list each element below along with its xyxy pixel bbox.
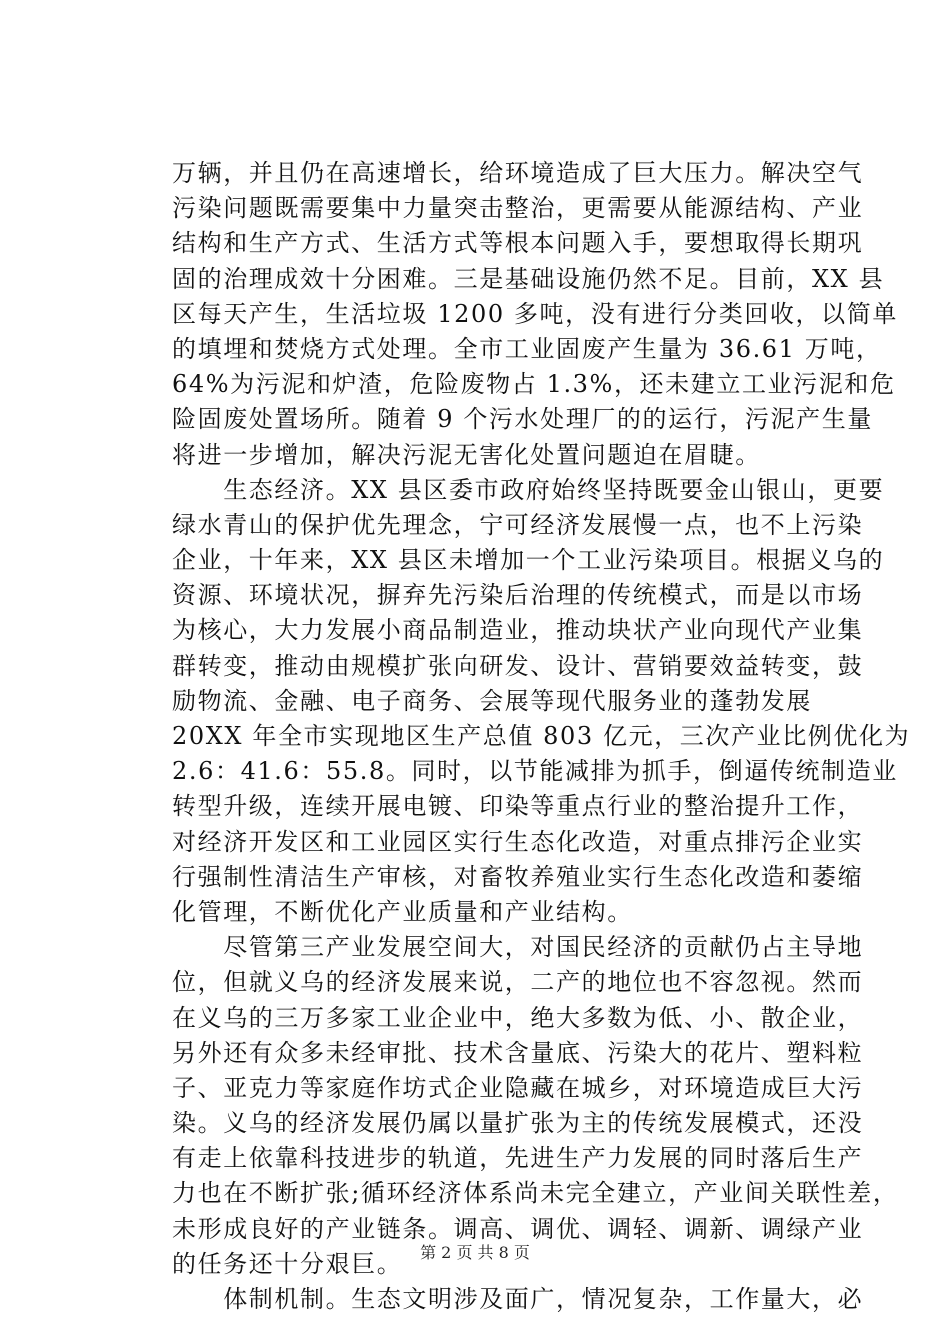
text-line: 化管理，不断优化产业质量和产业结构。 [172, 897, 633, 926]
text-line: 为核心，大力发展小商品制造业，推动块状产业向现代产业集 [172, 616, 864, 645]
text-line: 未形成良好的产业链条。调高、调优、调轻、调新、调绿产业 [172, 1214, 864, 1243]
text-line: 染。义乌的经济发展仍属以量扩张为主的传统发展模式，还没 [172, 1109, 864, 1138]
text-line: 20XX 年全市实现地区生产总值 803 亿元，三次产业比例优化为 [172, 722, 911, 750]
text-line: 64%为污泥和炉渣，危险废物占 1.3%，还未建立工业污泥和危 [172, 370, 896, 399]
text-line: 险固废处置场所。随着 9 个污水处理厂的的运行，污泥产生量 [172, 405, 873, 434]
text-line: 在义乌的三万多家工业企业中，绝大多数为低、小、散企业， [172, 1003, 864, 1032]
text-line: 污染问题既需要集中力量突击整治，更需要从能源结构、产业 [172, 194, 864, 223]
body-text [172, 156, 911, 1317]
text-line: 尽管第三产业发展空间大，对国民经济的贡献仍占主导地 [172, 933, 864, 962]
text-line: 的填埋和焚烧方式处理。全市工业固废产生量为 36.61 万吨， [172, 334, 882, 363]
text-line: 资源、环境状况，摒弃先污染后治理的传统模式，而是以市场 [172, 581, 864, 610]
text-line: 企业，十年来，XX 县区未增加一个工业污染项目。根据义乌的 [172, 546, 885, 575]
text-line: 子、亚克力等家庭作坊式企业隐藏在城乡，对环境造成巨大污 [172, 1073, 864, 1102]
text-line: 绿水青山的保护优先理念，宁可经济发展慢一点，也不上污染 [172, 510, 864, 539]
text-line: 对经济开发区和工业园区实行生态化改造，对重点排污企业实 [172, 827, 864, 856]
text-line: 励物流、金融、电子商务、会展等现代服务业的蓬勃发展 [172, 686, 812, 715]
text-line: 将进一步增加，解决污泥无害化处置问题迫在眉睫。 [172, 440, 761, 469]
text-line: 固的治理成效十分困难。三是基础设施仍然不足。目前，XX 县 [172, 264, 885, 293]
text-line: 有走上依靠科技进步的轨道，先进生产力发展的同时落后生产 [172, 1144, 864, 1173]
text-line: 生态经济。XX 县区委市政府始终坚持既要金山银山，更要 [172, 475, 885, 504]
text-line: 行强制性清洁生产审核，对畜牧养殖业实行生态化改造和萎缩 [172, 862, 864, 891]
text-line: 另外还有众多未经审批、技术含量底、污染大的花片、塑料粒 [172, 1038, 864, 1067]
text-line: 的任务还十分艰巨。 [172, 1249, 403, 1278]
text-line: 万辆，并且仍在高速增长，给环境造成了巨大压力。解决空气 [172, 159, 864, 187]
page-footer: 第 2 页 共 8 页 [420, 1243, 530, 1262]
text-line: 力也在不断扩张;循环经济体系尚未完全建立，产业间关联性差， [172, 1179, 899, 1208]
text-line: 结构和生产方式、生活方式等根本问题入手，要想取得长期巩 [172, 229, 864, 258]
text-line: 体制机制。生态文明涉及面广，情况复杂，工作量大，必 [172, 1285, 864, 1313]
text-line: 2.6：41.6：55.8。同时，以节能减排为抓手，倒逼传统制造业 [172, 757, 898, 786]
text-line: 群转变，推动由规模扩张向研发、设计、营销要效益转变，鼓 [172, 651, 864, 680]
text-line: 转型升级，连续开展电镀、印染等重点行业的整治提升工作， [172, 792, 864, 821]
text-line: 区每天产生，生活垃圾 1200 多吨，没有进行分类回收，以简单 [172, 299, 898, 328]
text-line: 位，但就义乌的经济发展来说，二产的地位也不容忽视。然而 [172, 968, 864, 997]
